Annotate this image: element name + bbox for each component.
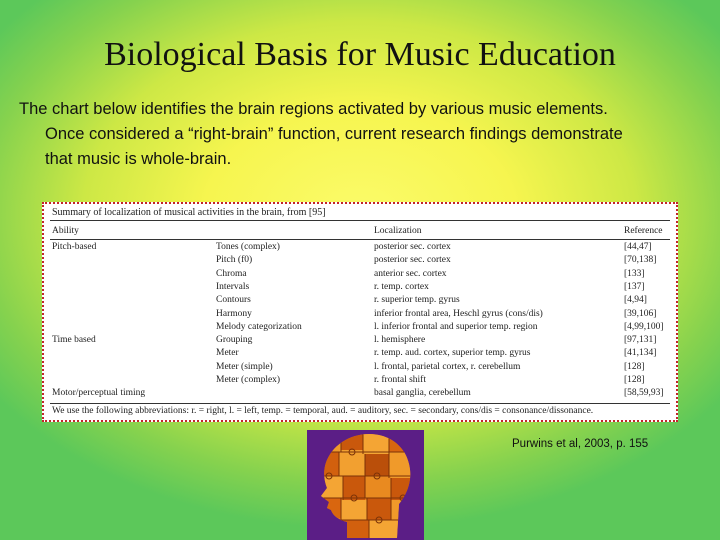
table-rule-header xyxy=(50,239,670,240)
cell-reference: [70,138] xyxy=(624,255,657,266)
cell-localization: posterior sec. cortex xyxy=(374,255,451,266)
cell-localization: l. hemisphere xyxy=(374,335,426,346)
cell-localization: l. frontal, parietal cortex, r. cerebellum xyxy=(374,361,521,372)
header-reference: Reference xyxy=(624,226,663,236)
cell-localization: l. inferior frontal and superior temp. region xyxy=(374,321,538,332)
citation: Purwins et al, 2003, p. 155 xyxy=(512,438,649,450)
cell-localization: r. superior temp. gyrus xyxy=(374,295,460,306)
table-caption: Summary of localization of musical activities in the brain, from [95] xyxy=(52,207,326,218)
cell-localization: r. temp. aud. cortex, superior temp. gyrus xyxy=(374,348,531,359)
cell-activity: Contours xyxy=(216,295,251,306)
intro-line-2: Once considered a “right-brain” function, current research findings demonstrate xyxy=(45,125,623,143)
header-ability: Ability xyxy=(52,226,79,236)
cell-localization: basal ganglia, cerebellum xyxy=(374,388,471,399)
cell-reference: [58,59,93] xyxy=(624,388,664,399)
cell-activity: Pitch (f0) xyxy=(216,255,253,266)
intro-text xyxy=(19,97,709,172)
cell-reference: [128] xyxy=(624,361,645,372)
puzzle-head-icon xyxy=(307,430,424,540)
cell-reference: [137] xyxy=(624,281,645,292)
cell-ability-group: Time based xyxy=(52,335,96,346)
intro-line-3: that music is whole-brain. xyxy=(45,150,232,168)
cell-activity: Meter xyxy=(216,348,239,359)
table-rule-bottom xyxy=(50,403,670,404)
cell-reference: [39,106] xyxy=(624,308,657,319)
cell-reference: [133] xyxy=(624,268,645,279)
cell-reference: [97,131] xyxy=(624,335,657,346)
cell-localization: posterior sec. cortex xyxy=(374,242,451,252)
table-rule-top xyxy=(50,220,670,221)
cell-ability-group: Motor/perceptual timing xyxy=(52,388,146,399)
cell-reference: [4,99,100] xyxy=(624,321,664,332)
cell-reference: [44,47] xyxy=(624,242,652,252)
intro-line-1: The chart below identifies the brain regions activated by various music elements. xyxy=(19,100,608,118)
cell-reference: [128] xyxy=(624,375,645,385)
table-footnote: We use the following abbreviations: r. = right, l. = left, temp. = temporal, aud. = auditory, sec. = secondary, cons/dis = consonance/dissonance. xyxy=(52,406,594,416)
cell-localization: inferior frontal area, Heschl gyrus (cons/dis) xyxy=(374,308,543,319)
slide-title: Biological Basis for Music Education xyxy=(104,36,616,73)
cell-reference: [41,134] xyxy=(624,348,657,359)
cell-reference: [4,94] xyxy=(624,295,647,306)
cell-activity: Meter (complex) xyxy=(216,375,281,385)
cell-activity: Harmony xyxy=(216,308,252,319)
cell-activity: Intervals xyxy=(216,281,250,292)
cell-activity: Melody categorization xyxy=(216,321,302,332)
cell-localization: r. frontal shift xyxy=(374,375,426,385)
cell-activity: Meter (simple) xyxy=(216,361,273,372)
header-localization: Localization xyxy=(374,226,422,236)
cell-activity: Grouping xyxy=(216,335,253,346)
cell-localization: anterior sec. cortex xyxy=(374,268,447,279)
cell-activity: Chroma xyxy=(216,268,247,279)
cell-activity: Tones (complex) xyxy=(216,242,280,252)
cell-localization: r. temp. cortex xyxy=(374,281,429,292)
localization-table xyxy=(42,202,678,422)
cell-ability-group: Pitch-based xyxy=(52,242,97,252)
